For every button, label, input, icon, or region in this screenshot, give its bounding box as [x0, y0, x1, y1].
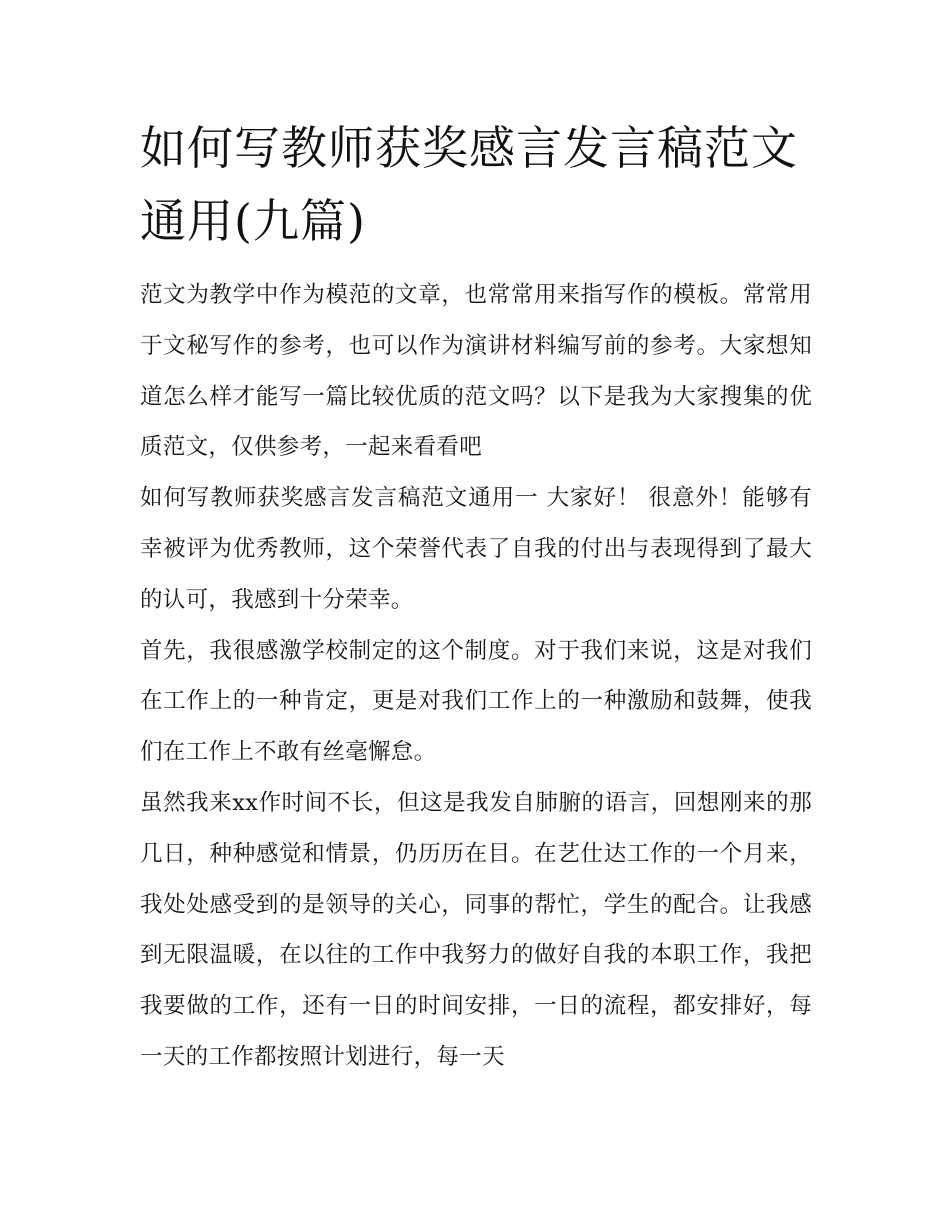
paragraph-gratitude: 首先，我很感激学校制定的这个制度。对于我们来说，这是对我们在工作上的一种肯定，更是对我们工作上的一种激励和鼓舞，使我们在工作上不敢有丝毫懈怠。	[140, 637, 812, 766]
document-title: 如何写教师获奖感言发言稿范文通用(九篇)	[140, 121, 798, 248]
document-body	[140, 270, 812, 1083]
paragraph-experience: 虽然我来xx作时间不长，但这是我发自肺腑的语言，回想刚来的那几日，种种感觉和情景，仍历历在目。在艺仕达工作的一个月来，我处处感受到的是领导的关心，同事的帮忙，学生的配合。让我感到无限温暖，在以往的工作中我努力的做好自我的本职工作，我把我要做的工作，还有一日的时间安排，一日的流程，都安排好，每一天的工作都按照计划进行，每一天	[140, 789, 812, 1070]
paragraph-intro: 范文为教学中作为模范的文章，也常常用来指写作的模板。常常用于文秘写作的参考，也可以作为演讲材料编写前的参考。大家想知道怎么样才能写一篇比较优质的范文吗？以下是我为大家搜集的优质范文，仅供参考，一起来看看吧	[140, 282, 812, 461]
document-content	[140, 112, 812, 1083]
paragraph-greeting: 如何写教师获奖感言发言稿范文通用一 大家好！ 很意外！能够有幸被评为优秀教师，这个荣誉代表了自我的付出与表现得到了最大的认可，我感到十分荣幸。	[140, 485, 812, 613]
